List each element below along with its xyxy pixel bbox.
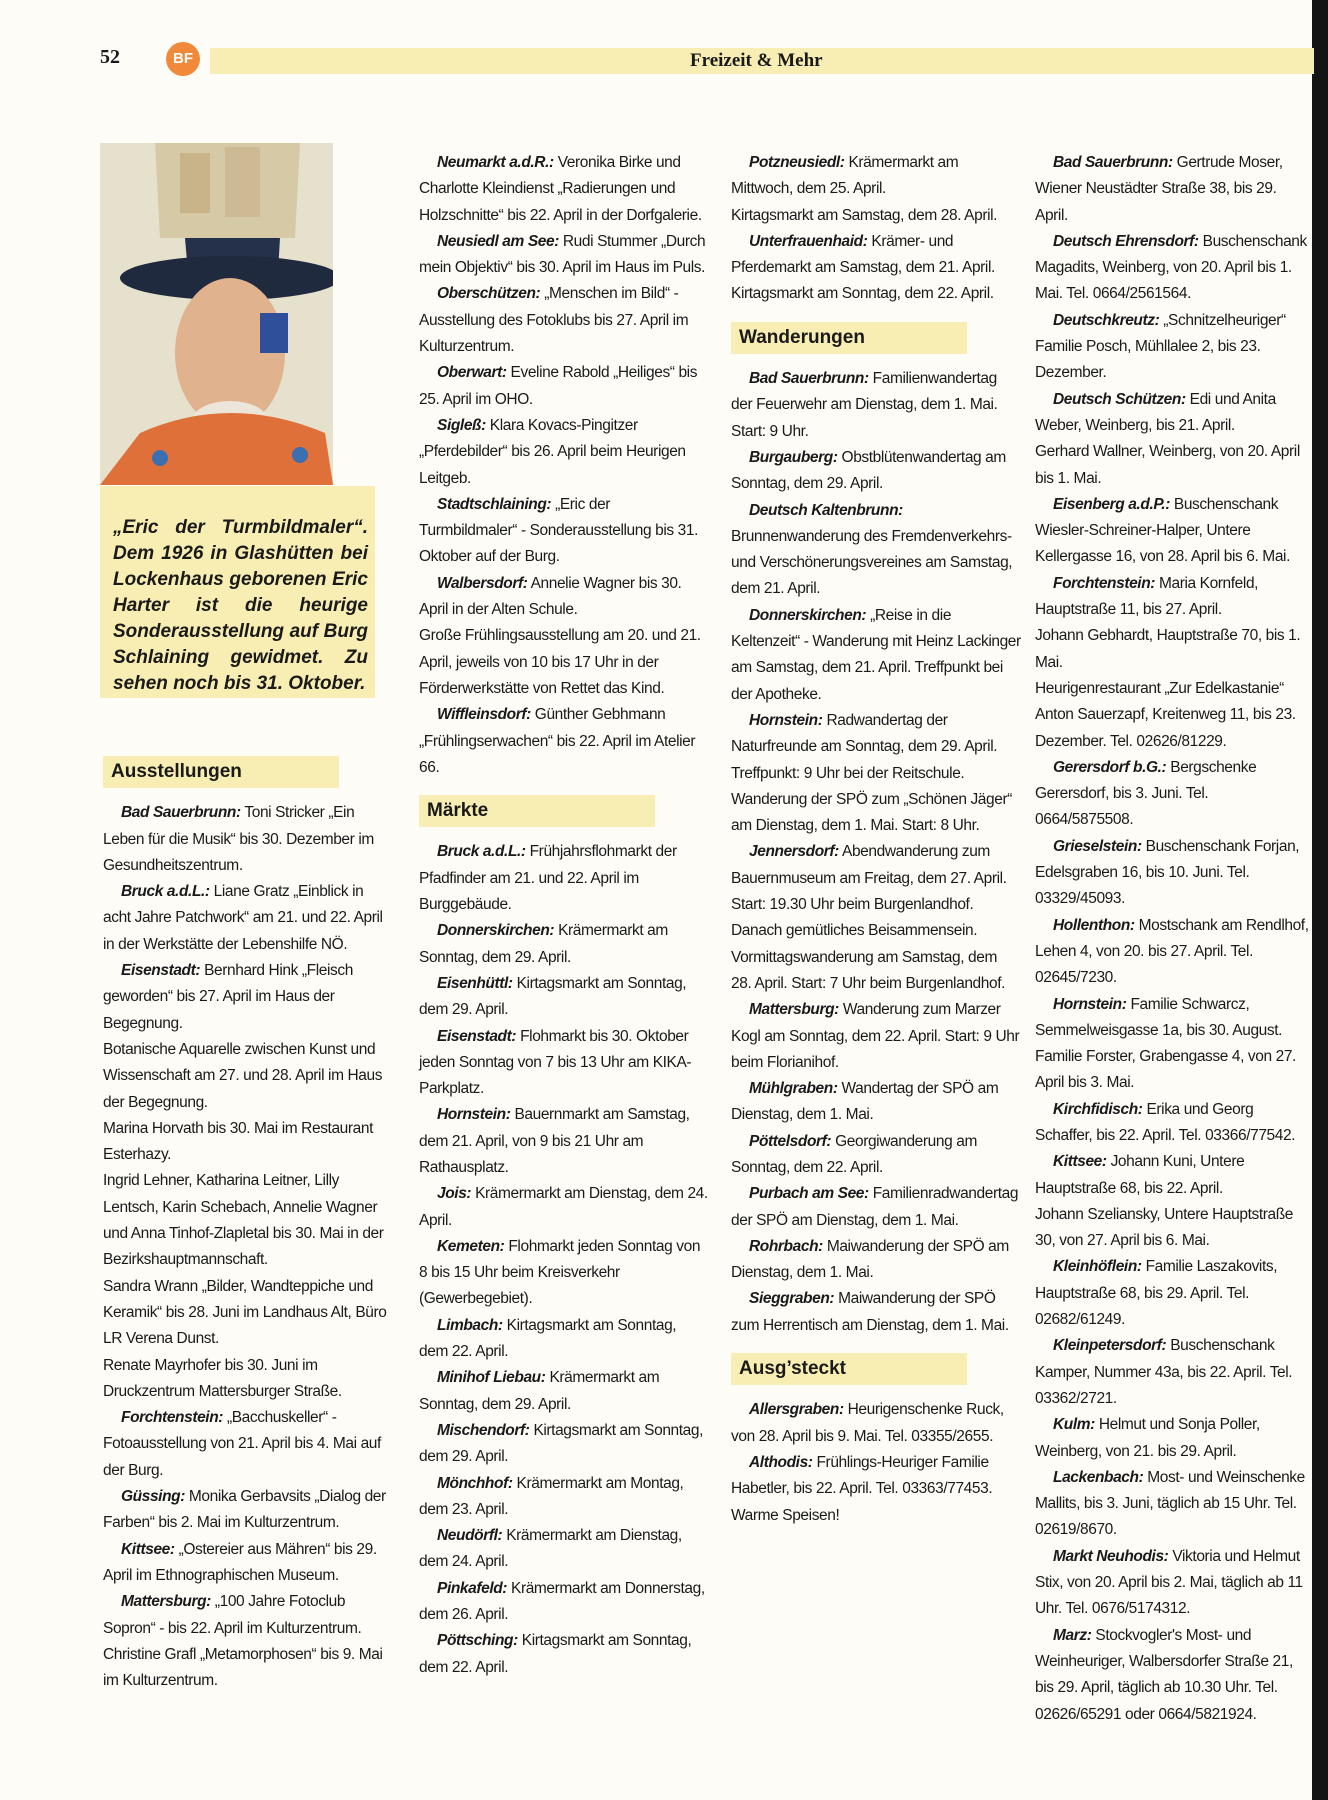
listing-place: Eisenstadt: [121, 962, 201, 980]
listing-place: Oberwart: [437, 364, 507, 382]
listing-text: Frühlings-Heuriger Familie Habetler, bis 22. April. Tel. 03363/77453. Warme Speisen! [731, 1453, 993, 1524]
listing-entry [731, 1129, 1021, 1182]
listing-text: Krämermarkt am Donnerstag, dem 26. April. [419, 1579, 705, 1624]
listing-entry [419, 702, 709, 781]
listing-place: Purbach am See: [749, 1185, 869, 1203]
listing-entry [1035, 913, 1310, 992]
listing-note [731, 203, 1021, 229]
listing-place: Kittsee: [121, 1540, 175, 1558]
listing-entry [419, 413, 709, 492]
listing-place: Walbersdorf: [437, 574, 528, 592]
listing-text: Veronika Birke und Charlotte Kleindienst „Radierungen und Holzschnitte“ bis 22. April in der Dorfgalerie. [419, 154, 702, 224]
listing-entry [419, 1102, 709, 1181]
listing-entry [419, 918, 709, 971]
listing-text: Krämermarkt am Sonntag, dem 29. April. [419, 1369, 660, 1413]
listing-place: Bad Sauerbrunn: [1053, 154, 1173, 171]
listing-text: Kirtagsmarkt am Sonntag, dem 22. April. [731, 285, 994, 303]
column-ausstellungen [103, 742, 393, 1694]
listing-text: Heurigenschenke Ruck, von 28. April bis 9. Mai. Tel. 03355/2655. [731, 1401, 1004, 1445]
listing-place: Sigleß: [437, 416, 486, 434]
listing-text: Bergschenke Gerersdorf, bis 3. Juni. Tel. 0664/5875508. [1035, 758, 1257, 829]
listing-text: Gerhard Wallner, Weinberg, von 20. April bis 1. Mai. [1035, 443, 1300, 487]
listing-entry [731, 1450, 1021, 1529]
listing-text: Heurigenrestaurant „Zur Edelkastanie“ Anton Sauerzapf, Kreitenweg 11, bis 23. Dezember. Tel. 02626/81229. [1035, 679, 1296, 750]
listing-place: Eisenhüttl: [437, 974, 513, 992]
listing-note [1035, 676, 1310, 755]
listing-entry [419, 1418, 709, 1471]
listing-entry [731, 1181, 1021, 1234]
listing-entry [103, 1484, 393, 1537]
listing-text: Buschenschank Wiesler-Schreiner-Halper, Untere Kellergasse 16, von 28. April bis 6. Mai. [1035, 495, 1290, 566]
listing-text: „Eric der Turmbildmaler“ - Sonderausstellung bis 31. Oktober auf der Burg. [419, 495, 698, 566]
listing-place: Mönchhof: [437, 1474, 513, 1492]
listing-entry [1035, 755, 1310, 834]
listing-place: Mattersburg: [749, 1001, 839, 1019]
listing-place: Hornstein: [749, 711, 823, 729]
listing-text: Monika Gerbavsits „Dialog der Farben“ bis 2. Mai im Kulturzentrum. [103, 1488, 386, 1532]
listing-place: Deutschkreutz: [1053, 311, 1160, 329]
listing-place: Hornstein: [437, 1106, 511, 1124]
listing-text: Abendwanderung zum Bauernmuseum am Freitag, dem 27. April. Start: 19.30 Uhr beim Burgenlandhof. Danach gemütliches Beisammensein. [731, 843, 1007, 940]
listing-entry [1035, 1097, 1310, 1150]
listing-text: Wanderung der SPÖ zum „Schönen Jäger“ am Dienstag, dem 1. Mai. Start: 8 Uhr. [731, 790, 1012, 835]
listing-entry [419, 1024, 709, 1103]
listing-place: Neusiedl am See: [437, 232, 559, 250]
listing-note [731, 787, 1021, 840]
listing-place: Bruck a.d.L.: [437, 843, 526, 861]
listing-entry [1035, 571, 1310, 624]
listing-entry [731, 366, 1021, 445]
column-3 [731, 150, 1021, 1529]
listing-entry [1035, 834, 1310, 913]
listing-place: Bad Sauerbrunn: [121, 804, 241, 822]
listing-place: Sieggraben: [749, 1290, 835, 1308]
column-2 [419, 150, 709, 1681]
listing-entry [103, 879, 393, 958]
listing-place: Güssing: [121, 1488, 185, 1506]
listing-entry [103, 958, 393, 1037]
listing-entry [419, 839, 709, 918]
listing-place: Kemeten: [437, 1237, 505, 1255]
listing-note [103, 1037, 393, 1116]
listing-text: Eveline Rabold „Heiliges“ bis 25. April im OHO. [419, 364, 698, 408]
listing-place: Gerersdorf b.G.: [1053, 758, 1167, 776]
listing-text: Ingrid Lehner, Katharina Leitner, Lilly Lentsch, Karin Schebach, Annelie Wagner und Anna Tinhof-Zlapletal bis 30. Mai in der Bezirkshauptmannschaft. [103, 1172, 384, 1269]
listing-place: Kirchfidisch: [1053, 1100, 1143, 1118]
listing-place: Potzneusiedl: [749, 154, 845, 171]
listing-entry [419, 1365, 709, 1418]
listing-text: Liane Gratz „Einblick in acht Jahre Patchwork“ am 21. und 22. April in der Werkstätte der Lebenshilfe NÖ. [103, 883, 383, 953]
listing-place: Jois: [437, 1185, 472, 1203]
listing-text: Georgiwanderung am Sonntag, dem 22. April. [731, 1132, 977, 1176]
listing-text: Flohmarkt bis 30. Oktober jeden Sonntag von 7 bis 13 Uhr am KIKA-Parkplatz. [419, 1027, 692, 1098]
listing-place: Oberschützen: [437, 285, 541, 303]
listing-text: Krämermarkt am Dienstag, dem 24. April. [419, 1527, 682, 1571]
listing-entry [731, 150, 1021, 203]
listing-note [1035, 623, 1310, 676]
listing-place: Kleinpetersdorf: [1053, 1337, 1167, 1355]
listing-entry [731, 603, 1021, 708]
listing-text: Wandertag der SPÖ am Dienstag, dem 1. Mai. [731, 1080, 999, 1124]
listing-text: Familienradwandertag der SPÖ am Dienstag, dem 1. Mai. [731, 1185, 1019, 1229]
listing-entry [731, 1286, 1021, 1339]
listing-text: Stockvogler's Most- und Weinheuriger, Walbersdorfer Straße 21, bis 29. April, täglich ab 10.30 Uhr. Tel. 02626/65291 oder 0664/5821924. [1035, 1626, 1293, 1723]
listing-place: Burgauberg: [749, 448, 838, 466]
listing-entry [731, 445, 1021, 498]
listing-place: Minihof Liebau: [437, 1369, 546, 1387]
listing-entry [419, 1576, 709, 1629]
listing-text: Krämer- und Pferdemarkt am Samstag, dem 21. April. [731, 232, 995, 277]
listing-text: Krämermarkt am Montag, dem 23. April. [419, 1474, 684, 1518]
listing-text: Marina Horvath bis 30. Mai im Restaurant Esterhazy. [103, 1119, 374, 1164]
listing-place: Rohrbach: [749, 1237, 823, 1255]
listing-text: Johann Gebhardt, Hauptstraße 70, bis 1. Mai. [1035, 627, 1301, 671]
listing-place: Pinkafeld: [437, 1579, 508, 1597]
listing-place: Deutsch Schützen: [1053, 390, 1186, 408]
listing-place: Althodis: [749, 1453, 813, 1471]
listing-place: Kulm: [1053, 1416, 1095, 1434]
listing-place: Jennersdorf: [749, 843, 839, 861]
listing-text: Brunnenwanderung des Fremdenverkehrs- und Verschönerungsvereines am Samstag, dem 21. April. [731, 527, 1013, 598]
listing-place: Neumarkt a.d.R.: [437, 154, 554, 171]
listing-text: Erika und Georg Schaffer, bis 22. April. Tel. 03366/77542. [1035, 1100, 1296, 1144]
listing-entry [419, 281, 709, 360]
listing-entry [731, 1076, 1021, 1129]
listing-entry [419, 492, 709, 571]
listing-entry [419, 1628, 709, 1681]
listing-entry [103, 1589, 393, 1642]
listing-entry [419, 1313, 709, 1366]
listing-entry [1035, 1544, 1310, 1623]
listing-place: Donnerskirchen: [437, 922, 555, 940]
listing-place: Bad Sauerbrunn: [749, 370, 869, 388]
listing-note [419, 623, 709, 702]
listing-place: Marz: [1053, 1626, 1092, 1644]
listing-place: Allersgraben: [749, 1401, 844, 1419]
listing-place: Bruck a.d.L.: [121, 883, 210, 901]
listing-entry [419, 1471, 709, 1524]
listing-note [1035, 1044, 1310, 1097]
listing-place: Mattersburg: [121, 1593, 211, 1611]
listing-entry [1035, 1333, 1310, 1412]
listing-text: Radwandertag der Naturfreunde am Sonntag, dem 29. April. Treffpunkt: 9 Uhr bei der Reitschule. [731, 711, 998, 782]
listing-text: Vormittagswanderung am Samstag, dem 28. April. Start: 7 Uhr beim Burgenlandhof. [731, 948, 1006, 992]
listing-text: „100 Jahre Fotoclub Sopron“ - bis 22. April im Kulturzentrum. [103, 1593, 362, 1637]
listing-entry [1035, 150, 1310, 229]
listing-entry [419, 1523, 709, 1576]
listing-text: Sandra Wrann „Bilder, Wandteppiche und Keramik“ bis 28. Juni im Landhaus Alt, Büro LR Verena Dunst. [103, 1277, 387, 1348]
listing-place: Lackenbach: [1053, 1468, 1144, 1486]
heading-ausstellungen: Ausstellungen [103, 756, 339, 788]
listing-note [731, 281, 1021, 307]
listing-text: Christine Grafl „Metamorphosen“ bis 9. Mai im Kulturzentrum. [103, 1645, 383, 1690]
listing-text: Edi und Anita Weber, Weinberg, bis 21. April. [1035, 390, 1276, 434]
listing-text: „Schnitzelheuriger“ Familie Posch, Mühllalee 2, bis 23. Dezember. [1035, 311, 1286, 382]
listing-text: Bernhard Hink „Fleisch geworden“ bis 27. April im Haus der Begegnung. [103, 962, 353, 1032]
photo-painting [100, 143, 333, 485]
listing-place: Kittsee: [1053, 1153, 1107, 1171]
listing-entry [419, 971, 709, 1024]
listing-place: Hollenthon: [1053, 916, 1135, 934]
listing-text: „Menschen im Bild“ - Ausstellung des Fotoklubs bis 27. April im Kulturzentrum. [419, 285, 689, 356]
listing-text: Annelie Wagner bis 30. April in der Alten Schule. [419, 574, 682, 619]
listing-entry [103, 1405, 393, 1484]
listing-entry [103, 1537, 393, 1590]
listing-text: Most- und Weinschenke Mallits, bis 3. Juni, täglich ab 15 Uhr. Tel. 02619/8670. [1035, 1468, 1305, 1539]
listing-entry [1035, 387, 1310, 440]
listing-entry [1035, 1149, 1310, 1202]
listing-text: Kirtagsmarkt am Sonntag, dem 22. April. [419, 1316, 677, 1361]
listing-note [1035, 439, 1310, 492]
listing-text: Kirtagsmarkt am Sonntag, dem 29. April. [419, 1421, 704, 1466]
photo-caption: „Eric der Turmbildmaler“. Dem 1926 in Glashütten bei Lockenhaus geborenen Eric Harter ist die heurige Sonderausstellung auf Burg Schlaining gewidmet. Zu sehen noch bis 31. Oktober. [113, 517, 368, 694]
listing-entry [731, 708, 1021, 787]
listing-entry [419, 229, 709, 282]
listing-text: Mostschank am Rendlhof, Lehen 4, von 20. bis 27. April. Tel. 02645/7230. [1035, 916, 1309, 987]
listing-text: Buschenschank Forjan, Edelsgraben 16, bis 10. Juni. Tel. 03329/45093. [1035, 837, 1300, 908]
listing-text: Familienwandertag der Feuerwehr am Dienstag, dem 1. Mai. Start: 9 Uhr. [731, 370, 998, 440]
listing-text: Obstblütenwandertag am Sonntag, dem 29. April. [731, 448, 1006, 493]
listing-text: Maiwanderung der SPÖ zum Herrentisch am Dienstag, dem 1. Mai. [731, 1290, 1009, 1334]
listing-place: Mühlgraben: [749, 1080, 838, 1098]
listing-place: Unterfrauenhaid: [749, 232, 868, 250]
listing-place: Pöttsching: [437, 1632, 518, 1650]
magazine-logo-icon: BF [166, 42, 200, 76]
listing-place: Deutsch Kaltenbrunn: [749, 501, 903, 519]
listing-note [731, 945, 1021, 998]
listing-text: „Bacchuskeller“ - Fotoausstellung von 21. April bis 4. Mai auf der Burg. [103, 1409, 381, 1479]
listing-place: Stadtschlaining: [437, 495, 552, 513]
listing-text: Klara Kovacs-Pingitzer „Pferdebilder“ bis 26. April beim Heurigen Leitgeb. [419, 416, 686, 487]
listing-text: Familie Forster, Grabengasse 4, von 27. April bis 3. Mai. [1035, 1048, 1296, 1092]
listing-text: Buschenschank Kamper, Nummer 43a, bis 22. April. Tel. 03362/2721. [1035, 1337, 1293, 1407]
listing-entry [419, 571, 709, 624]
listing-text: Bauernmarkt am Samstag, dem 21. April, von 9 bis 21 Uhr am Rathausplatz. [419, 1106, 690, 1176]
listing-note [103, 1168, 393, 1273]
listing-note [1035, 1202, 1310, 1255]
listing-entry [1035, 308, 1310, 387]
listing-text: Johann Szeliansky, Untere Hauptstraße 30, von 27. April bis 6. Mai. [1035, 1205, 1294, 1250]
listing-text: Frühjahrsflohmarkt der Pfadfinder am 21. und 22. April im Burggebäude. [419, 843, 677, 914]
listing-text: Johann Kuni, Untere Hauptstraße 68, bis 22. April. [1035, 1153, 1245, 1197]
listing-entry [1035, 229, 1310, 308]
listing-note [103, 1116, 393, 1169]
listing-entry [419, 150, 709, 229]
listing-entry [419, 1234, 709, 1313]
listing-text: Familie Laszakovits, Hauptstraße 68, bis 29. April. Tel. 02682/61249. [1035, 1258, 1278, 1329]
listing-note [103, 1642, 393, 1695]
listing-entry [731, 498, 1021, 603]
listing-entry [731, 839, 1021, 944]
listing-text: Toni Stricker „Ein Leben für die Musik“ bis 30. Dezember im Gesundheitszentrum. [103, 804, 374, 874]
listing-text: Krämermarkt am Sonntag, dem 29. April. [419, 922, 668, 966]
page-edge [1312, 0, 1328, 1800]
listing-place: Kleinhöflein: [1053, 1258, 1142, 1276]
listing-entry [103, 800, 393, 879]
listing-text: Wanderung zum Marzer Kogl am Sonntag, dem 22. April. Start: 9 Uhr beim Florianihof. [731, 1001, 1020, 1071]
listing-entry [1035, 1412, 1310, 1465]
listing-place: Hornstein: [1053, 995, 1127, 1013]
listing-entry [1035, 1465, 1310, 1544]
listing-text: Kirtagsmarkt am Samstag, dem 28. April. [731, 206, 998, 224]
listing-entry [731, 1397, 1021, 1450]
listing-place: Neudörfl: [437, 1527, 503, 1545]
listing-text: Familie Schwarcz, Semmelweisgasse 1a, bis 30. August. [1035, 995, 1283, 1039]
listing-entry [419, 1181, 709, 1234]
listing-entry [1035, 1254, 1310, 1333]
page-number: 52 [100, 46, 120, 68]
listing-entry [1035, 492, 1310, 571]
page-header [100, 40, 1314, 80]
listing-place: Mischendorf: [437, 1421, 530, 1439]
listing-text: Krämermarkt am Mittwoch, dem 25. April. [731, 154, 959, 198]
listing-note [103, 1353, 393, 1406]
listing-text: Günther Gebhmann „Frühlingserwachen“ bis 22. April im Atelier 66. [419, 706, 696, 776]
listing-entry [731, 997, 1021, 1076]
listing-text: Rudi Stummer „Durch mein Objektiv“ bis 30. April im Haus im Puls. [419, 232, 706, 277]
listing-place: Donnerskirchen: [749, 606, 867, 624]
listing-place: Deutsch Ehrensdorf: [1053, 232, 1199, 250]
listing-entry [1035, 992, 1310, 1045]
listing-place: Forchtenstein: [121, 1409, 224, 1427]
listing-place: Eisenstadt: [437, 1027, 517, 1045]
listing-text: Helmut und Sonja Poller, Weinberg, von 21. bis 29. April. [1035, 1416, 1260, 1460]
heading-maerkte: Märkte [419, 795, 655, 827]
listing-place: Eisenberg a.d.P.: [1053, 495, 1170, 513]
listing-text: Botanische Aquarelle zwischen Kunst und Wissenschaft am 27. und 28. April im Haus der Begegnung. [103, 1040, 383, 1111]
listing-entry [1035, 1623, 1310, 1728]
listing-entry [419, 360, 709, 413]
listing-text: Buschenschank Magadits, Weinberg, von 20. April bis 1. Mai. Tel. 0664/2561564. [1035, 232, 1307, 303]
listing-place: Pöttelsdorf: [749, 1132, 832, 1150]
listing-text: „Ostereier aus Mähren“ bis 29. April im Ethnographischen Museum. [103, 1540, 377, 1584]
listing-text: Kirtagsmarkt am Sonntag, dem 29. April. [419, 974, 687, 1019]
listing-text: Maiwanderung der SPÖ am Dienstag, dem 1. Mai. [731, 1237, 1009, 1282]
heading-wanderungen: Wanderungen [731, 322, 967, 354]
listing-text: Kirtagsmarkt am Sonntag, dem 22. April. [419, 1632, 692, 1676]
listing-entry [731, 1234, 1021, 1287]
listing-note [103, 1274, 393, 1353]
listing-text: Viktoria und Helmut Stix, von 20. April bis 2. Mai, täglich ab 11 Uhr. Tel. 0676/5174312. [1035, 1547, 1303, 1618]
section-title: Freizeit & Mehr [690, 50, 823, 71]
listing-place: Grieselstein: [1053, 837, 1142, 855]
listing-text: Große Frühlingsausstellung am 20. und 21. April, jeweils von 10 bis 17 Uhr in der Förderwerkstätte von Rettet das Kind. [419, 627, 701, 697]
listing-place: Markt Neuhodis: [1053, 1547, 1169, 1565]
column-4 [1035, 150, 1310, 1728]
listing-place: Limbach: [437, 1316, 503, 1334]
heading-ausgsteckt: Ausg’steckt [731, 1353, 967, 1385]
listing-text: Maria Kornfeld, Hauptstraße 11, bis 27. April. [1035, 574, 1259, 619]
listing-text: Gertrude Moser, Wiener Neustädter Straße 38, bis 29. April. [1035, 154, 1283, 224]
listing-text: Renate Mayrhofer bis 30. Juni im Druckzentrum Mattersburger Straße. [103, 1356, 342, 1400]
listing-entry [731, 229, 1021, 282]
listing-place: Forchtenstein: [1053, 574, 1156, 592]
listing-place: Wiffleinsdorf: [437, 706, 531, 724]
listing-text: Flohmarkt jeden Sonntag von 8 bis 15 Uhr beim Kreisverkehr (Gewerbegebiet). [419, 1237, 701, 1308]
listing-text: „Reise in die Keltenzeit“ - Wanderung mit Heinz Lackinger am Samstag, dem 21. April. Treffpunkt bei der Apotheke. [731, 606, 1021, 703]
listing-text: Krämermarkt am Dienstag, dem 24. April. [419, 1185, 708, 1229]
